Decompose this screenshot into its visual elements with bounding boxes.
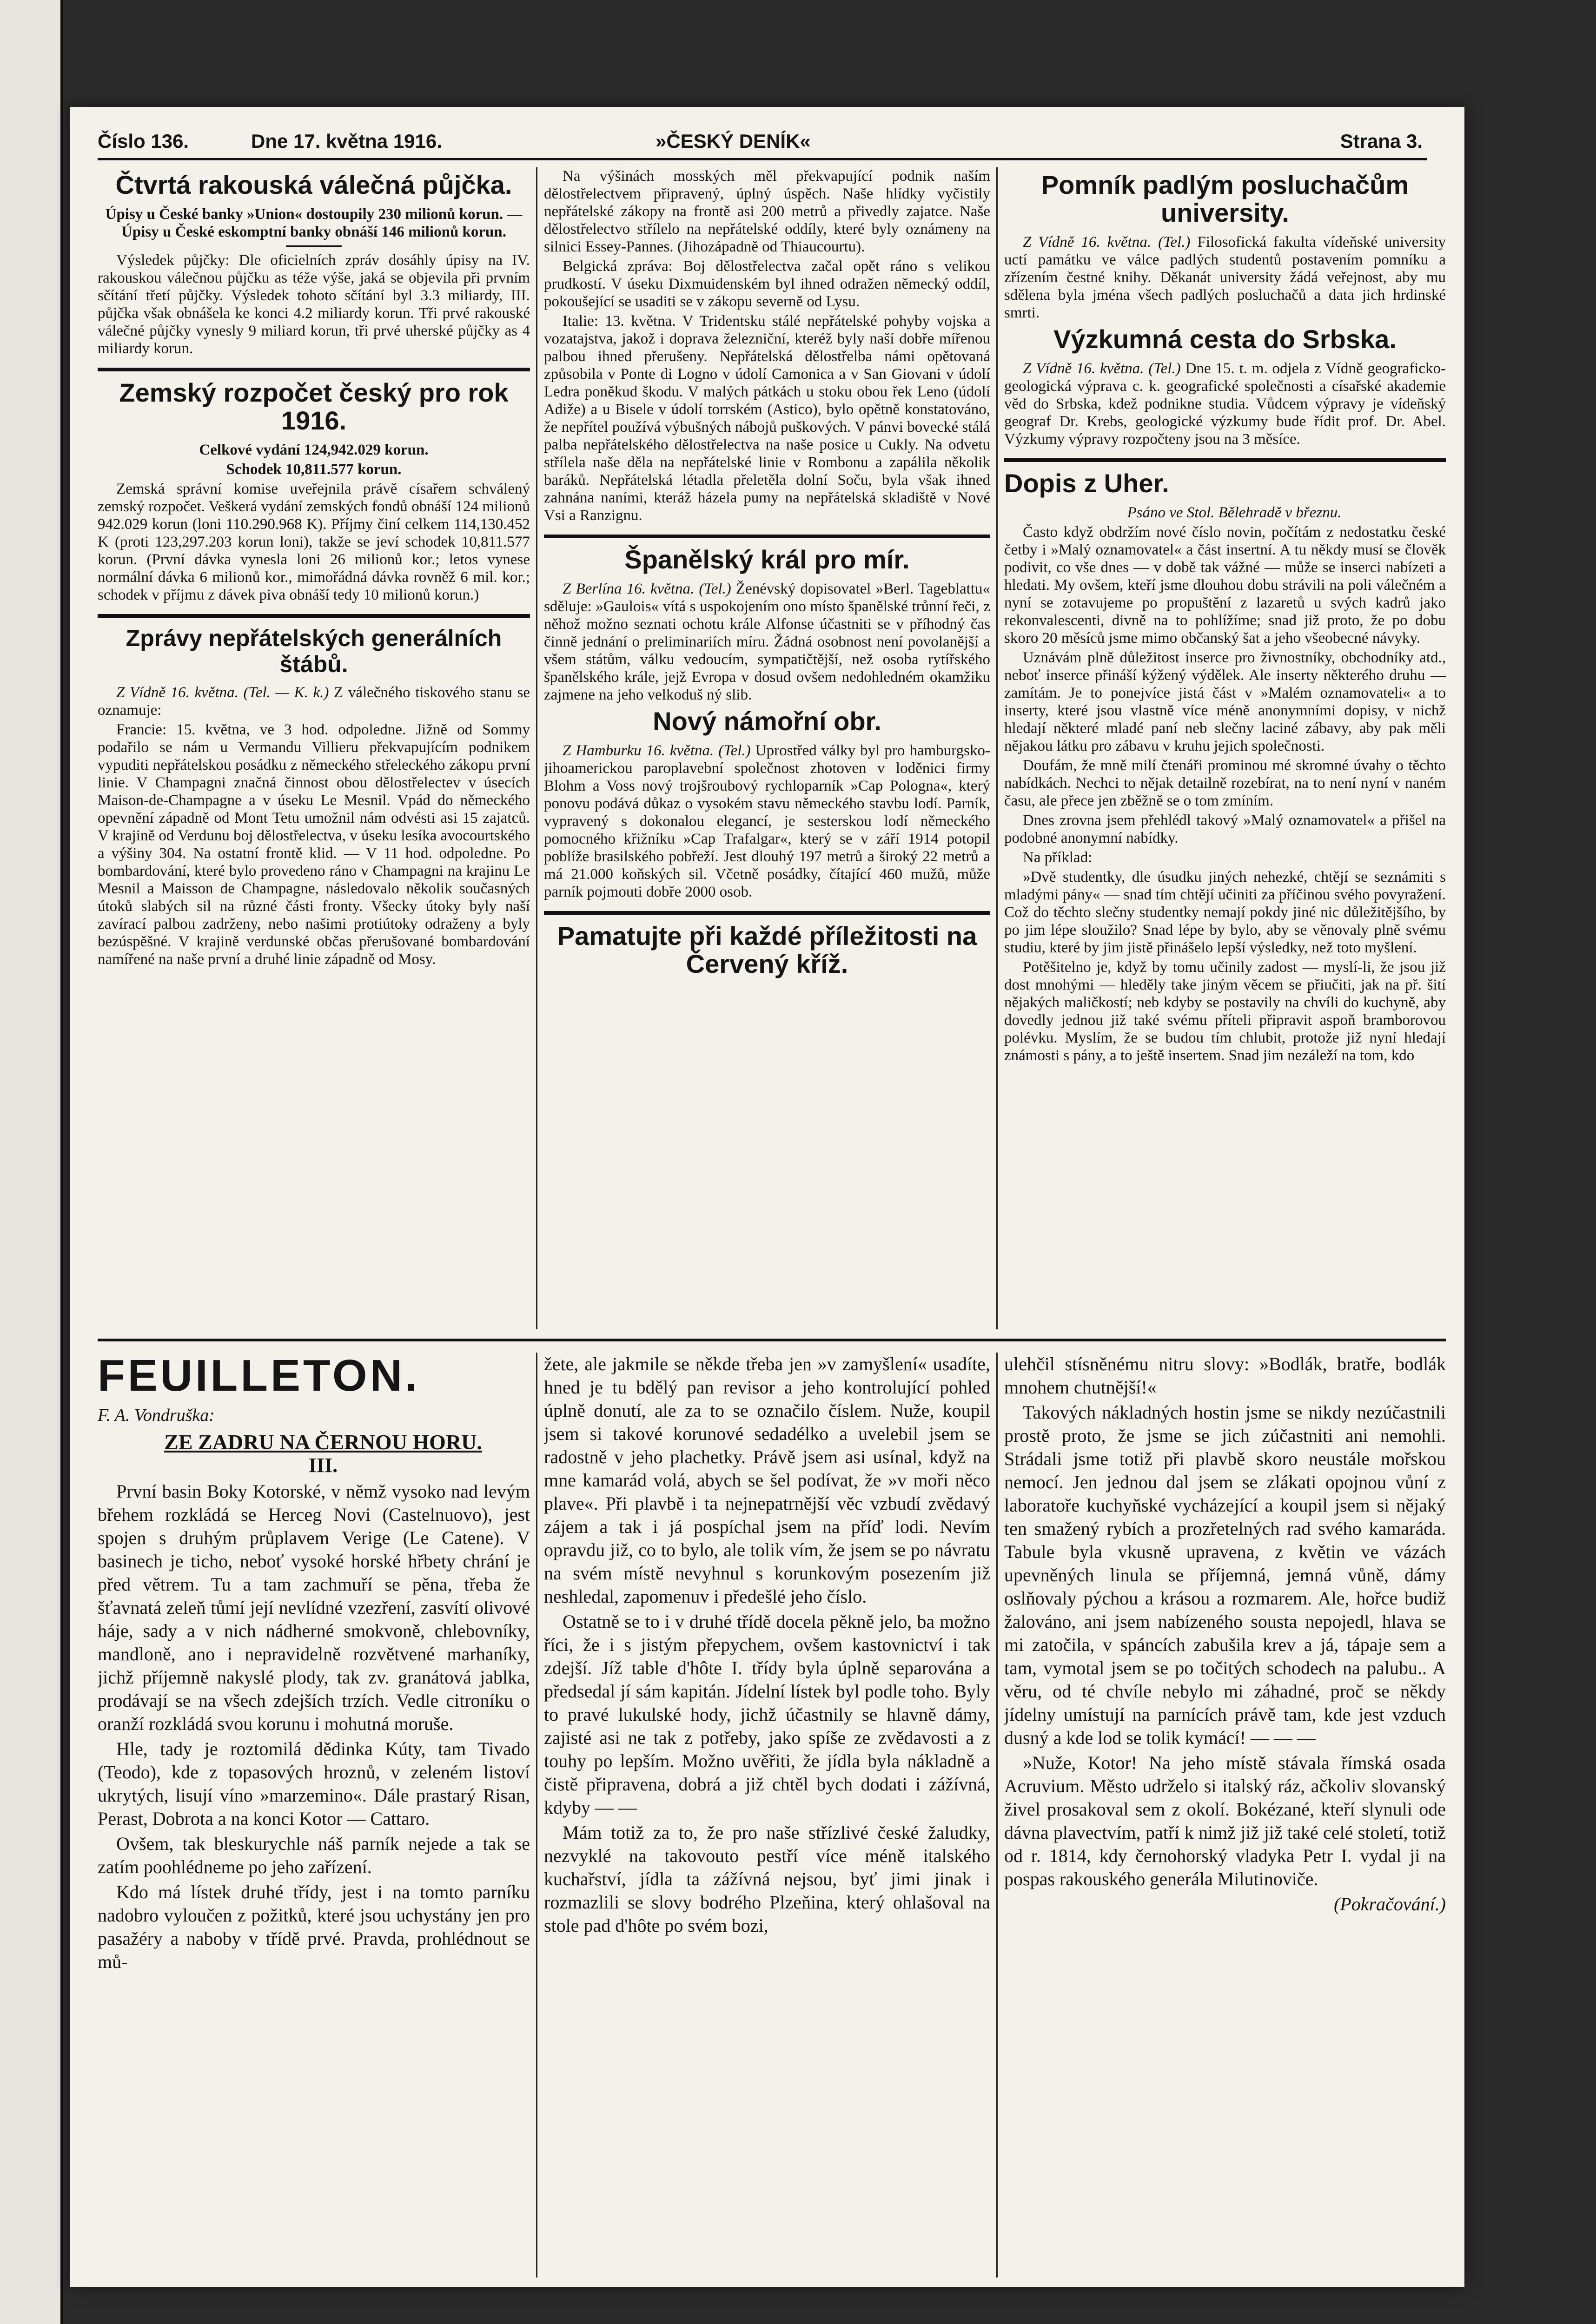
article-title-enemy-reports: Zprávy nepřátelských generálních štábů.	[126, 625, 502, 677]
red-cross-appeal: Pamatujte při každé příležitosti na Červený kříž.	[557, 921, 977, 978]
article-body-belgium: Belgická zpráva: Boj dělostřelectva začal opět ráno s velikou prudkostí. V úseku Dixmuidenském byl ihned odražen německý oddíl, pokoušející se usaditi se v zákopu severně od Lysu.	[544, 258, 990, 310]
adjacent-page-edge	[0, 0, 63, 2324]
article-lead-total: Celkové vydání 124,942.029 korun.	[199, 442, 429, 458]
newspaper-page	[70, 107, 1464, 2287]
feuilleton-paragraph: ulehčil stísněnému nitru slovy: »Bodlák, bratře, bodlák mnohem chutnější!«	[1004, 1353, 1446, 1398]
article-body-ship: Uprostřed války byl pro hamburgsko-jihoamerickou paroplavební společnost zhotoven v loděnici firmy Blohm a Voss nový trojšroubový rychloparník »Cap Pologna«, který ponovu podává důkaz o vysokém stavu německého stavbu lodí. Parník, vypravený s dokonalou elegancí, je sesterskou lodí německého pomocného křižníku »Cap Trafalgar«, který se v září 1914 potopil poblíže brasilského pobřeží. Jest dlouhý 197 metrů a široký 22 metrů a má 21.000 koňských sil. Včetně posádky, čítající 460 mužů, může parník pojmouti dobře 2000 osob.	[544, 742, 990, 900]
feuilleton-paragraph: Hle, tady je roztomilá dědinka Kúty, tam Tivado (Teodo), kde z topasových hroznů, v zeleném listoví ukrytých, lisují víno »marzemino«. Dále prastarý Risan, Perast, Dobrota a na konci Kotor — Cattaro.	[98, 1738, 530, 1829]
newspaper-name: »ČESKÝ DENÍK«	[656, 130, 811, 152]
masthead	[98, 125, 1427, 160]
column-rule	[996, 167, 998, 1329]
article-body-land-budget: Zemská správní komise uveřejnila právě císařem schválený zemský rozpočet. Veškerá vydání zemských fondů obnáší 124 milionů 942.029 korun (loni 110.290.968 K). Příjmy činí celkem 114,130.452 K (proti 123,297.203 korun loni), takže se jeví schodek 10,811.577 korun. (První dávka vynesla loni 26 milionů kor.; letos vynese normální dávka 6 milionů kor., mimořádná dávka rovněž 6 mil. kor.; schodek v příjmu z dávek piva obnáší tedy 10 milionů korun.)	[98, 481, 530, 603]
feuilleton-column-2	[544, 1353, 990, 2278]
feuilleton-paragraph: Ostatně se to i v druhé třídě docela pěkně jelo, ba možno říci, že i s jistým přepychem, ovšem kastovnictví i tak zdejší. Jíž table d'hôte I. třídy byla úplně separována a předsedal jí sám kapitán. Jídelní lístek byl podle toho. Byly to pravé lukulské hody, jichž účastnily se hlavně dámy, zajisté asi ne tak z potřeby, jako spíše ze zvědavosti a z touhy po lepším. Možno uvěřiti, že jídla byla nákladně a čistě připravena, dobrá a již chtěl bych dodati i zážívná, kdyby — —	[544, 1611, 990, 1818]
article-body-spanish-king: Ženévský dopisovatel »Berl. Tageblattu« sděluje: »Gaulois« vítá s uspokojením ono místo španělské trůnní řeči, z něhož možno seznati ochotu krále Alfonse účastniti se v příhodný čas činně jednání o preliminariích míru. Žádná osobnost není povolanější a všem státům, válku vedoucím, sympatičtější, než osoba rytířského španělského krále, jejž Evropa v dosud ovšem nedohledném okamžiku zajmene na jeho velkoduš ný slib.	[544, 581, 990, 703]
column-rule	[996, 1353, 998, 2278]
article-body-letter-3: Doufám, že mně milí čtenáři prominou mé skromné úvahy o těchto nabídkách. Nechci to nějak detailně rozebírat, na to není nyní v naném času, ale přece jen zběžně se o tom zmíním.	[1004, 757, 1446, 809]
article-title-war-loan: Čtvrtá rakouská válečná půjčka.	[115, 170, 512, 199]
article-body-letter-2: Uznávám plně důležitost inserce pro živnostníky, obchodníky atd., neboť inserce přináší kýžený výdělek. Ale inserty některého druhu — zamítám. Je to ponejvíce jistá část v »Malém oznamovateli« a to inserty, které jsou vlastně více méně anonymními dopisy, v nichž hledají některé mladé paní neb slečny laciné zábavy, aby pak měli nějakou látku pro zábavu v kruhu jejich společnosti.	[1004, 649, 1446, 754]
dateline: Z Berlína 16. května. (Tel.)	[563, 581, 731, 597]
column-3	[1004, 167, 1446, 1329]
article-title-spanish-king: Španělský král pro mír.	[624, 545, 910, 574]
article-body-letter-1: Často když obdržím nové číslo novin, počítám z nedostatku české četby i »Malý oznamovatel« a část insertní. A tu někdy musí se člověk podivit, co vše dnes — v době tak vážné — může se inserci nabízeti a hledati. My ovšem, kteří jsme dlouhou dobu strávili na poli válečném a nyní se zotavujeme po propuštění z lazaretů u svých kadrů jako rekonvalescenti, divně na to pohlížíme; snad již proto, že po dobu skoro 20 měsíců jsme mimo občanský šat a jeho všeobecné návyky.	[1004, 524, 1446, 647]
article-lead-deficit: Schodek 10,811.577 korun.	[226, 461, 402, 478]
section-divider	[98, 614, 530, 618]
article-intro: Z válečného tiskového stanu se oznamuje:	[98, 684, 530, 719]
article-title-monument: Pomník padlým posluchačům university.	[1041, 170, 1409, 227]
article-title-land-budget: Zemský rozpočet český pro rok 1916.	[119, 378, 509, 435]
article-body-letter-5: Na příklad:	[1023, 849, 1093, 866]
column-rule	[536, 167, 537, 1329]
divider	[286, 245, 342, 247]
feuilleton-paragraph: První basin Boky Kotorské, v němž vysoko nad levým břehem rozkládá se Herceg Novi (Castelnuovo), jest spojen s druhým průplavem Verige (Le Catene). V basinech je ticho, neboť vysoké horské hřbety chrání je před větrem. Tu a tam zachmuří se pěna, třeba že šťavnatá zeleň tůmí její nevlídné vzezření, zasvítí olivové háje, sady a v nich nádherné smokvoně, chlebovníky, mandloně, ano i nepravidelně rozvětvené marhaníky, jichž příjemně nakyslé plody, tak zv. granátová jablka, prodávají se na všech zdejších trzích. Vedle citroníku o oranží rozkládá svou korunu i mohutná moruše.	[98, 1481, 530, 1734]
issue-date: Dne 17. května 1916.	[251, 130, 442, 152]
article-lead-war-loan: Úpisy u České banky »Union« dostoupily 230 milionů korun. — Úpisy u České eskomptní banky obnáší 146 milionů korun.	[105, 206, 523, 240]
article-title-ship: Nový námořní obr.	[653, 706, 881, 736]
feuilleton-column-3	[1004, 1353, 1446, 2278]
article-title-expedition: Výzkumná cesta do Srbska.	[1053, 324, 1397, 354]
article-body-letter-4: Dnes zrovna jsem přehlédl takový »Malý oznamovatel« a přišel na podobné anonymní nabídky.	[1004, 812, 1446, 846]
dateline: Z Hamburku 16. května. (Tel.)	[563, 742, 751, 759]
dateline: Psáno ve Stol. Bělehradě v březnu.	[1127, 504, 1342, 521]
section-divider	[544, 911, 990, 915]
feuilleton-title: ZE ZADRU NA ČERNOU HORU.	[164, 1430, 482, 1454]
feuilleton-paragraph: žete, ale jakmile se někde třeba jen »v zamyšlení« usadíte, hned je tu bdělý pan revisor a jeho kontrolující pohled úplně donutí, ale za to se označilo číslem. Nuže, koupil jsem si takové korunové sedadélko a uvelebil jsem se radostně v jeho plachetky. Právě jsem asi usínal, když na mne kamarád volá, abych se šel podívat, že »v moři něco plave«. Při plavbě i ta nejnepatrnější věc vzbudí zvědavý zájem a tak i já pospíchal jsem na příď lodi. Nevím opravdu již, co to bylo, ale tolik vím, že jsem se po návratu na svém místě nevyhnul s korunkovým posezením již neshledal, zapomenuv i předešlé jeho číslo.	[544, 1353, 990, 1607]
article-body-war-loan: Výsledek půjčky: Dle oficielních zpráv dosáhly úpisy na IV. rakouskou válečnou půjčku as téže výše, jaká se objevila při prvním sčítání třetí půjčky. Výsledek tohoto sčítání byl 3.3 miliardy, III. půjčka však obnášela ke konci 4.2 miliardy korun. Tři prvé rakouské válečné půjčky vynesly 9 miliard korun, tři prvé uherské půjčky as 4 miliardy korun.	[98, 252, 530, 357]
section-divider	[98, 368, 530, 371]
article-body-expedition: Dne 15. t. m. odjela z Vídně geograficko-geologická výprava c. k. geografické společnosti a císařské akademie věd do Srbska, kdež podnikne studia. Vůdcem výpravy je vídeňský geograf Dr. Krebs, geologické výzkumy bude řídit prof. Dr. Abel. Výzkumy výpravy rozpočteny jsou na 3 měsíce.	[1004, 360, 1446, 448]
dateline: Z Vídně 16. května. (Tel. — K. k.)	[116, 684, 329, 701]
article-title-letter: Dopis z Uher.	[1004, 469, 1169, 498]
feuilleton-paragraph: Kdo má lístek druhé třídy, jest i na tomto parníku nadobro vyloučen z požitků, které jsou uchystány jen pro pasažéry a naboby v třídě prvé. Pravda, prohlédnout se mů-	[98, 1882, 530, 1972]
feuilleton-paragraph: Mám totiž za to, že pro naše střízlivé české žaludky, nezvyklé na takovouto pestří více méně italského kuchařství, jídla ta zážívná nejsou, byť jimi jinak i rozmazlili se slovy bodrého Plzeňina, který ohlašoval na stole pad d'hôte po svém bozi,	[544, 1822, 990, 1936]
column-1	[98, 167, 530, 1329]
feuilleton-author: F. A. Vondruška:	[98, 1406, 215, 1425]
article-body-italy: Italie: 13. května. V Tridentsku stálé nepřátelské pohyby vojska a vozatajstva, jakož i doprava železniční, kteréž byly naší dobře mířenou palbou ihned přerušeny. Nepřátelská dělostřelba námi opětovaná způsobila v Ponte di Logno v údolí Camonica a v San Giovani v údolí Ledra poněkud škodu. V malých pátkách u stoku obou řek Leno (údolí Adiže) a u Bisele v údolí torrském (Astico), bylo opětně konstatováno, že nepřítel používá výbušných nábojů puškových. V pánvi bovecké stálá palba nepřátelského dělostřelectva na naše posice u Cukly. Na odvetu střílela naše děla na nepřátelské linie v Rombonu a zapálila několik baráků. Nepřátelská létadla přeletěla dolní Soču, byla však ihned zahnána naními, kteráž házela pumy na nepřátelská skladiště v Nové Vsi a Ranzignu.	[544, 313, 990, 524]
feuilleton-column-1	[98, 1353, 530, 2278]
page-number: Strana 3.	[1340, 130, 1423, 152]
feuilleton-divider	[98, 1339, 1446, 1341]
column-rule	[536, 1353, 537, 2278]
continued-note: (Pokračování.)	[1333, 1894, 1446, 1915]
feuilleton-chapter: III.	[308, 1454, 338, 1477]
feuilleton-paragraph: Takových nákladných hostin jsme se nikdy nezúčastnili prostě proto, že jsme se jich zúčastniti ani nemohli. Strádali jsme totiž při plavbě skoro neustále mořskou nemocí. Jen jednou dal jsem se zlákati opojnou vůní z laboratoře kuchyňské vycházející a koupil jsem si nějaký ten smažený rybích a prozřetelných rad svého kamaráda. Tabule byla vkusně upravena, z květin ve vázách upevněných linula se příjemná, jemná vůně, dámy oslňovaly pýchou a krásou a rozmarem. Ale, hořce budiž žalováno, ani jsem nabízeného sousta nepojedl, hlava se mi zatočila, v spáncích zabušila krev a já, tápaje sem a tam, vymotal jsem se po točitých schodech na palubu.. A věru, od té chvíle nebylo mi záhadné, proč se někdy jídelny umístují na parnících právě tam, kde jest vzduch dusný a kde lod se tolik kymácí! — — —	[1004, 1402, 1446, 1748]
section-divider	[1004, 458, 1446, 462]
column-2	[544, 167, 990, 1329]
article-body-letter-7: Potěšitelno je, když by tomu učinily zadost — myslí-li, že jsou již dost mnohými — hleděly take jiným věcem se přiučiti, jak na př. šití nějakých maličkostí; neb kdyby se postavily na chvíli do kuchyně, aby dovedly jednou již také svému příteli připravit aspoň bramborovou polévku. Myslím, že se budou tím chlubit, protože již nyní hledají známosti s pány, a to ještě insertem. Snad jim nezáleží na tom, kdo	[1004, 959, 1446, 1064]
section-divider	[544, 535, 990, 538]
issue-number: Číslo 136.	[98, 130, 189, 152]
article-body-letter-6: »Dvě studentky, dle úsudku jiných nehezké, chtějí se seznámiti s mladými pány« — snad tím chtějí učiniti za příčinou svého povyražení. Což do těchto slečny studentky nemají pokdy jiné nic důležitějšího, by po jim lépe sloužilo? Snad lépe by bylo, aby se věnovaly plně svému studiu, které by jim jistě přinášelo lepší výsledky, než toto myšlení.	[1004, 869, 1446, 956]
article-body-continued: Na výšinách mosských měl překvapující podnik naším dělostřelectvem připravený, úplný úspěch. Naše hlídky vyčistily nepřátelské zákopy na frontě asi 200 metrů a přivedly zajatce. Naše dělostřelectvo střílelo na nepřátelské oddíly, které byly oznámeny na silnici Essey-Pannes. (Jihozápadně od Thiaucourtu).	[544, 168, 990, 255]
article-body-monument: Filosofická fakulta vídeňské university uctí památku ve válce padlých studentů postavením pomníku a zřízením čestné knihy. Děkanát university žádá veřejnost, aby mu sdělena byla jména všech padlých posluchačů a data jich hrdinské smrti.	[1004, 234, 1446, 321]
feuilleton-label: FEUILLETON.	[98, 1353, 420, 1400]
dateline: Z Vídně 16. května. (Tel.)	[1023, 234, 1191, 251]
feuilleton-paragraph: »Nuže, Kotor! Na jeho místě stávala římská osada Acruvium. Město udrželo si italský ráz, ačkoliv slovanský živel prosakoval sem z okolí. Bokézané, kteří slynuli ode dávna plavectvím, patří k nimž již již také celé století, totiž od r. 1814, kdy černohorský vladyka Petr I. vydal ji na pospas rakouského generála Milutinoviče.	[1004, 1752, 1446, 1889]
article-body-enemy-reports: Francie: 15. května, ve 3 hod. odpoledne. Jižně od Sommy podařilo se nám u Vermandu Villieru překvapujícím podnikem vypuditi nepřátelskou posádku z německého střeleckého zákopu první linie. V Champagni značná činnost obou dělostřelectev v úsecích Maison-de-Champagne a v úseku Le Mesnil. Vpád do německého opevnění západně od Mont Tetu umožnil nám odvésti asi 15 zajatců. V krajině od Verdunu boj dělostřelectva, v úseku lesíka avocourtského a výšiny 304. Na ostatní frontě klid. — V 11 hod. odpoledne. Po bombardování, které bylo provedeno ráno v Champagni na krajinu Le Mesnil a Maisson de Champagne, následovalo několik současných útoků slabých sil na různé části fronty. Všecky útoky byly naší zavírací palbou zadrženy, nebo našimi protiútoky odraženy a byly bezúspěšné. V krajině verdunské občas přerušované bombardování namířené na naše první a druhé linie západně od Mosy.	[98, 721, 530, 968]
dateline: Z Vídně 16. května. (Tel.)	[1023, 360, 1181, 377]
feuilleton-paragraph: Ovšem, tak bleskurychle náš parník nejede a tak se zatím poohlédneme po jeho zařízení.	[98, 1833, 530, 1877]
